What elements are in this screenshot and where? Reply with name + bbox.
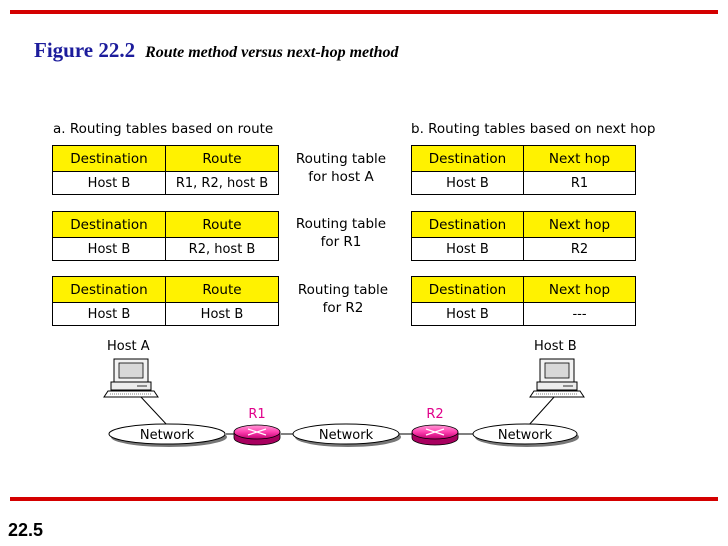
label-line-1: Routing table — [295, 151, 387, 167]
section-a-title: a. Routing tables based on route — [53, 121, 274, 137]
host-a-link — [140, 396, 168, 426]
host-b-link — [528, 396, 555, 426]
label-line-2: for R1 — [320, 234, 362, 250]
next-hop-header: Next hop — [524, 146, 636, 172]
network-2 — [293, 424, 401, 447]
next-hop-cell: --- — [524, 303, 636, 326]
destination-header: Destination — [53, 277, 166, 303]
network-3-label: Network — [497, 428, 553, 443]
destination-cell: Host B — [53, 172, 166, 195]
host-b-computer-icon — [530, 359, 584, 397]
next-hop-cell: R1 — [524, 172, 636, 195]
bottom-rule — [10, 497, 718, 501]
route-cell: R1, R2, host B — [166, 172, 279, 195]
next-hop-header: Next hop — [524, 212, 636, 238]
destination-cell: Host B — [412, 172, 524, 195]
host-a-label: Host A — [107, 339, 150, 354]
destination-header: Destination — [412, 277, 524, 303]
page-number: 22.5 — [8, 520, 44, 540]
route-header: Route — [166, 277, 279, 303]
destination-header: Destination — [53, 146, 166, 172]
network-1 — [109, 424, 227, 447]
route-cell: Host B — [166, 303, 279, 326]
destination-cell: Host B — [53, 238, 166, 261]
label-line-1: Routing table — [297, 282, 389, 298]
destination-cell: Host B — [412, 238, 524, 261]
route-header: Route — [166, 212, 279, 238]
figure-caption: Route method versus next-hop method — [145, 44, 399, 61]
label-line-2: for host A — [308, 169, 374, 185]
destination-header: Destination — [412, 146, 524, 172]
destination-cell: Host B — [53, 303, 166, 326]
host-b-label: Host B — [534, 339, 577, 354]
host-a-computer-icon — [104, 359, 158, 397]
next-hop-cell: R2 — [524, 238, 636, 261]
label-line-2: for R2 — [322, 300, 364, 316]
destination-header: Destination — [412, 212, 524, 238]
network-2-label: Network — [318, 428, 374, 443]
destination-header: Destination — [53, 212, 166, 238]
router-r1-label: R1 — [248, 407, 266, 422]
router-r2-icon — [412, 425, 458, 445]
router-r2-label: R2 — [426, 407, 444, 422]
router-r1-icon — [234, 425, 280, 445]
figure-number: Figure 22.2 — [34, 38, 136, 62]
network-1-label: Network — [139, 428, 195, 443]
label-line-1: Routing table — [295, 216, 387, 232]
next-hop-header: Next hop — [524, 277, 636, 303]
route-header: Route — [166, 146, 279, 172]
route-cell: R2, host B — [166, 238, 279, 261]
network-3 — [473, 424, 579, 447]
section-b-title: b. Routing tables based on next hop — [411, 121, 656, 137]
destination-cell: Host B — [412, 303, 524, 326]
